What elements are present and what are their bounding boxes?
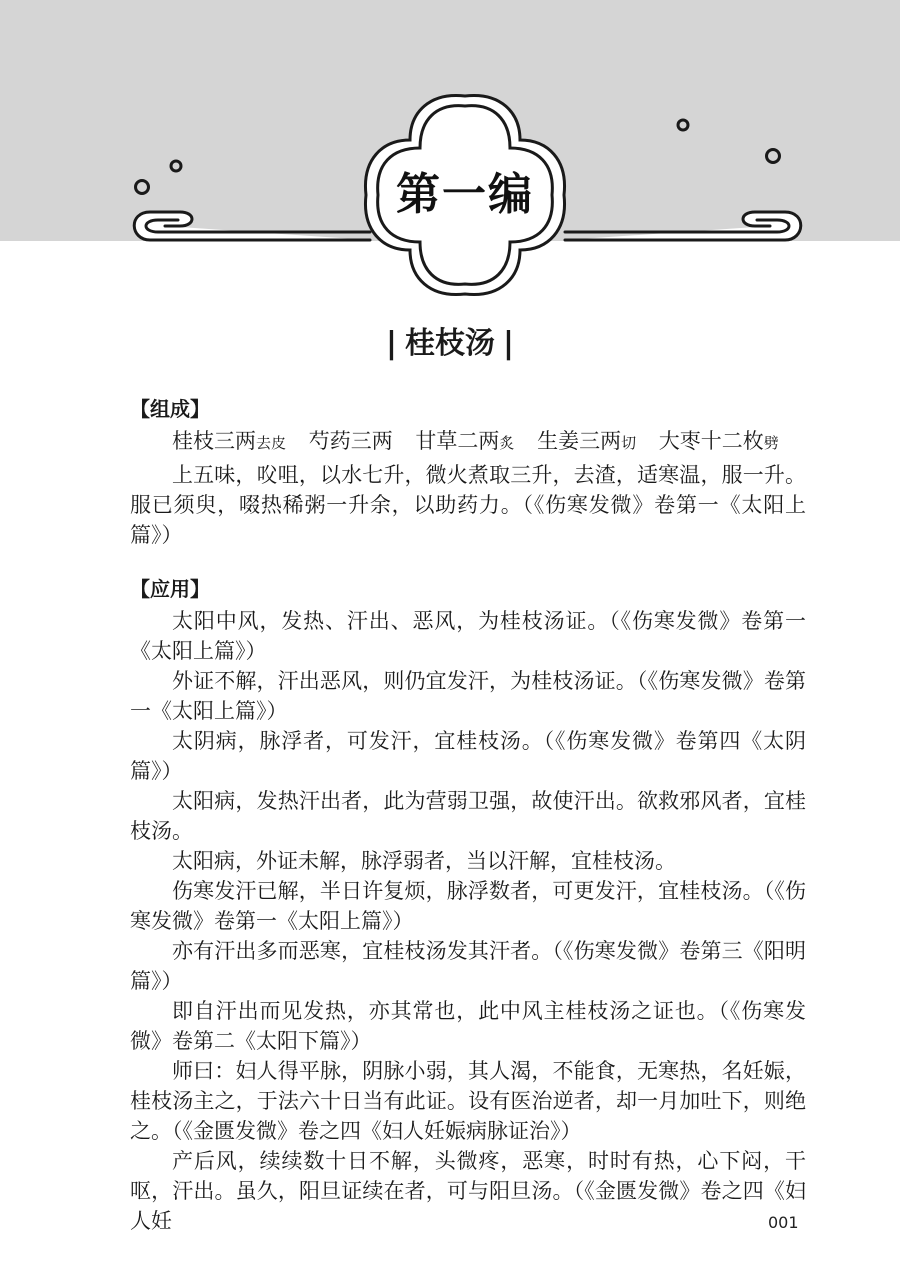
application-heading: 【应用】: [130, 577, 210, 601]
application-paragraph: 外证不解，汗出恶风，则仍宜发汗，为桂枝汤证。（《伤寒发微》卷第一《太阳上篇》）: [130, 669, 806, 723]
ornament-dot-right-large: [767, 150, 780, 163]
cloud-scroll-right: [565, 212, 801, 240]
section-title: [0, 322, 900, 366]
herb-item: 大枣十二枚劈: [658, 429, 779, 453]
ornament-dot-left-large: [136, 181, 149, 194]
title-bar-right: |: [503, 326, 514, 361]
application-paragraph: 亦有汗出多而恶寒，宜桂枝汤发其汗者。（《伤寒发微》卷第三《阳明篇》）: [130, 939, 806, 993]
application-paragraph: 太阳病，发热汗出者，此为营弱卫强，故使汗出。欲救邪风者，宜桂枝汤。: [130, 789, 806, 843]
application-paragraph: 产后风，续续数十日不解，头微疼，恶寒，时时有热，心下闷，干呕，汗出。虽久，阳旦证续在者，可与阳旦汤。（《金匮发微》卷之四《妇人妊: [130, 1149, 806, 1233]
application-paragraph: 师曰：妇人得平脉，阴脉小弱，其人渴，不能食，无寒热，名妊娠，桂枝汤主之，于法六十日当有此证。设有医治逆者，却一月加吐下，则绝之。（《金匮发微》卷之四《妇人妊娠病脉证治》）: [130, 1059, 806, 1143]
title-bar-left: |: [386, 326, 397, 361]
application-paragraph: 伤寒发汗已解，半日许复烦，脉浮数者，可更发汗，宜桂枝汤。（《伤寒发微》卷第一《太阳上篇》）: [130, 879, 806, 933]
herb-item: 桂枝三两去皮: [172, 429, 287, 453]
page-number: 001: [768, 1213, 799, 1232]
ornament-dot-right-small: [678, 120, 688, 130]
application-paragraph: 太阳病，外证未解，脉浮弱者，当以汗解，宜桂枝汤。: [172, 849, 676, 873]
ornament-dot-left-small: [171, 161, 181, 171]
part-title: 第一编: [396, 169, 534, 220]
preparation-method: 上五味，㕮咀，以水七升，微火煮取三升，去渣，适寒温，服一升。服已须臾，啜热稀粥一升余，以助药力。（《伤寒发微》卷第一《太阳上篇》）: [130, 463, 806, 547]
formula-name: 桂枝汤: [405, 326, 495, 361]
application-paragraph: 太阳中风，发热、汗出、恶风，为桂枝汤证。（《伤寒发微》卷第一《太阳上篇》）: [130, 609, 806, 663]
herb-item: 甘草二两炙: [415, 429, 515, 453]
application-paragraph: 即自汗出而见发热，亦其常也，此中风主桂枝汤之证也。（《伤寒发微》卷第二《太阳下篇》）: [130, 999, 806, 1053]
application-paragraph: 太阴病，脉浮者，可发汗，宜桂枝汤。（《伤寒发微》卷第四《太阴篇》）: [130, 729, 806, 783]
herb-item: 生姜三两切: [537, 429, 637, 453]
herb-item: 芍药三两: [308, 429, 393, 453]
cloud-scroll-left: [134, 212, 370, 240]
composition-heading: 【组成】: [130, 397, 210, 421]
page-body: [130, 392, 806, 1236]
herb-list: [130, 426, 806, 458]
